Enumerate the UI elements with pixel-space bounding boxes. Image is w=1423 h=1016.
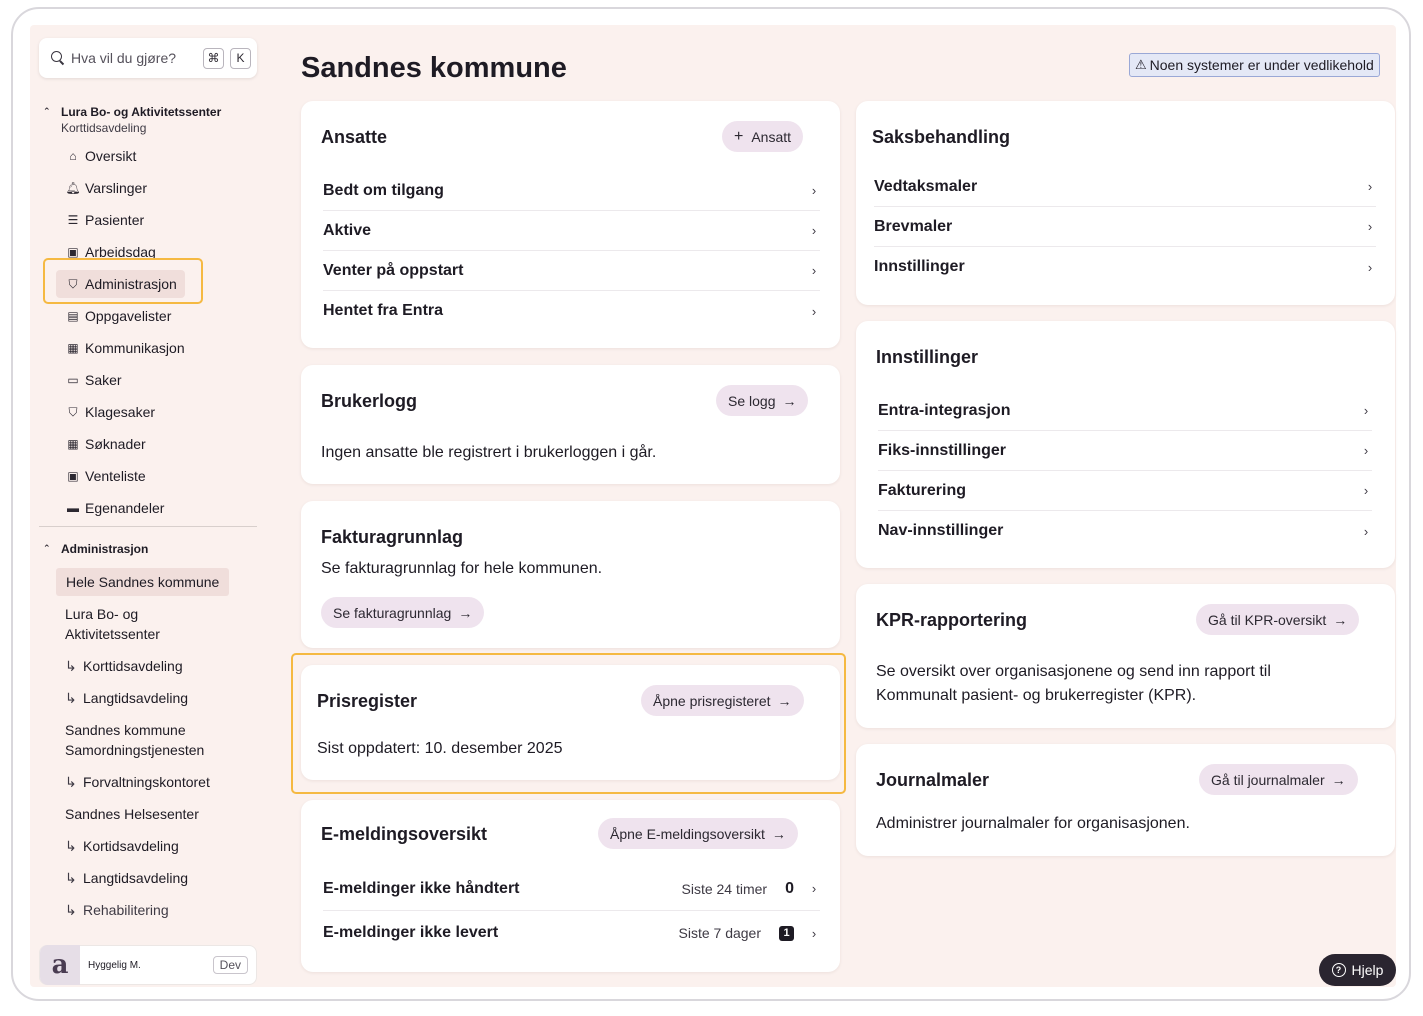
- prisregister-card: [301, 665, 840, 780]
- innstillinger-row-fakturering[interactable]: [878, 471, 1372, 511]
- org-item-label: Korttidsavdeling: [83, 658, 183, 674]
- row-count: 0: [785, 879, 794, 897]
- chevron-right-icon: ›: [1363, 523, 1369, 539]
- arrow-right-icon: →: [1331, 771, 1346, 788]
- sidebar-item-label: Venteliste: [85, 468, 146, 484]
- saksbehandling-row-vedtaksmaler[interactable]: [874, 167, 1376, 207]
- env-badge: Dev: [213, 956, 248, 974]
- se-logg-button[interactable]: [716, 385, 808, 416]
- chevron-right-icon: ›: [811, 303, 817, 319]
- sub-arrow-icon: ↳: [65, 690, 77, 706]
- kpr-text: Se oversikt over organisasjonene og send inn rapport til Kommunalt pasient- og brukerregister (KPR).: [876, 663, 1271, 704]
- search-input[interactable]: [39, 38, 257, 78]
- row-label: E-meldinger ikke levert: [323, 924, 499, 941]
- row-label: Aktive: [323, 221, 372, 239]
- badge-icon: ▣: [67, 245, 79, 259]
- apne-prisregister-label: Åpne prisregisteret: [653, 692, 771, 709]
- sidebar-item-label: Oppgavelister: [85, 308, 172, 324]
- org-item-label: Kortidsavdeling: [83, 838, 179, 854]
- emelding-card: [301, 800, 840, 972]
- home-icon: ⌂: [69, 149, 77, 163]
- unit-group-toggle[interactable]: [43, 105, 221, 119]
- arrow-right-icon: →: [1333, 611, 1348, 628]
- folder-icon: ▭: [67, 373, 79, 387]
- org-item-korttidsavdeling[interactable]: [65, 656, 183, 676]
- fakturagrunnlag-card: [301, 501, 840, 648]
- ansatte-title: Ansatte: [321, 127, 388, 147]
- chevron-right-icon: ›: [811, 183, 817, 198]
- sub-arrow-icon: ↳: [65, 902, 77, 918]
- shortcut-k-key: K: [230, 48, 251, 69]
- shield-icon: ⛉: [68, 404, 78, 419]
- maintenance-text: Noen systemer er under vedlikehold: [1149, 57, 1374, 73]
- emelding-row-ikke-handtert[interactable]: [323, 867, 820, 911]
- emelding-title: E-meldingsoversikt: [321, 824, 488, 844]
- brukerlogg-text: Ingen ansatte ble registrert i brukerloggen i går.: [321, 444, 657, 461]
- app-window: [11, 7, 1411, 1001]
- prisregister-title: Prisregister: [317, 691, 418, 711]
- add-ansatt-button[interactable]: [722, 121, 803, 152]
- kpr-oversikt-label: Gå til KPR-oversikt: [1208, 611, 1327, 628]
- sub-arrow-icon: ↳: [65, 838, 77, 854]
- badge-icon: ▣: [67, 469, 79, 483]
- kpr-card: [856, 584, 1395, 728]
- admin-group-title: Administrasjon: [61, 542, 149, 556]
- row-count-badge: 1: [779, 926, 794, 941]
- sidebar-item-klagesaker[interactable]: [66, 398, 155, 426]
- chevron-up-icon: ⌃: [43, 543, 51, 553]
- org-item-hele-sandnes[interactable]: Hele Sandnes kommune: [56, 568, 229, 596]
- row-label: Venter på oppstart: [323, 261, 464, 279]
- row-label: Nav-innstillinger: [878, 522, 1004, 539]
- sidebar-item-oppgavelister[interactable]: [66, 302, 171, 330]
- ansatte-row-venter[interactable]: [323, 251, 820, 291]
- org-item-label: Langtidsavdeling: [83, 870, 189, 886]
- fakturagrunnlag-title: Fakturagrunnlag: [321, 527, 464, 547]
- row-label: Brevmaler: [874, 217, 953, 235]
- sidebar-item-oversikt[interactable]: [66, 142, 136, 170]
- sub-arrow-icon: ↳: [65, 658, 77, 674]
- org-item-label: Langtidsavdeling: [83, 690, 189, 706]
- sidebar-item-administrasjon[interactable]: [56, 270, 185, 298]
- saksbehandling-row-brevmaler[interactable]: [874, 207, 1376, 247]
- chevron-right-icon: ›: [811, 881, 817, 896]
- sidebar-item-label: Varslinger: [85, 180, 147, 196]
- chevron-right-icon: ›: [811, 925, 817, 941]
- brukerlogg-card: [301, 365, 840, 484]
- chevron-right-icon: ›: [811, 223, 817, 238]
- arrow-right-icon: →: [777, 692, 792, 709]
- row-period: Siste 24 timer: [681, 880, 768, 897]
- bell-icon: 🔔︎: [65, 181, 81, 195]
- innstillinger-row-fiks[interactable]: [878, 431, 1372, 471]
- sidebar-item-label: Administrasjon: [85, 276, 177, 292]
- help-label: Hjelp: [1351, 962, 1384, 978]
- innstillinger-row-nav[interactable]: [878, 511, 1372, 551]
- kpr-oversikt-button[interactable]: [1196, 604, 1359, 635]
- sidebar-item-pasienter[interactable]: [66, 206, 144, 234]
- saksbehandling-card: [856, 101, 1395, 305]
- org-item-label: Forvaltningskontoret: [83, 774, 210, 790]
- sidebar-item-label: Klagesaker: [85, 404, 156, 420]
- sidebar-item-soknader[interactable]: [66, 430, 146, 458]
- apne-prisregister-button[interactable]: [641, 685, 804, 716]
- apne-emelding-label: Åpne E-meldingsoversikt: [610, 825, 765, 842]
- sidebar-item-label: Oversikt: [85, 148, 137, 164]
- arrow-right-icon: →: [782, 392, 797, 409]
- row-label: Innstillinger: [874, 258, 965, 275]
- sidebar-item-label: Saker: [85, 372, 122, 388]
- add-ansatt-label: Ansatt: [751, 128, 792, 145]
- journalmaler-label: Gå til journalmaler: [1211, 771, 1325, 788]
- row-label: Vedtaksmaler: [874, 177, 978, 195]
- chevron-right-icon: ›: [1367, 259, 1373, 275]
- avatar: a: [40, 945, 80, 985]
- sidebar-item-label: Arbeidsdag: [85, 244, 156, 260]
- shield-icon: ⛉: [68, 276, 78, 291]
- chevron-up-icon: ⌃: [43, 106, 51, 116]
- chevron-right-icon: ›: [1367, 219, 1373, 234]
- admin-group-toggle[interactable]: [43, 542, 148, 556]
- chevron-right-icon: ›: [1363, 443, 1369, 458]
- row-label: Bedt om tilgang: [323, 181, 444, 199]
- prisregister-text: Sist oppdatert: 10. desember 2025: [317, 740, 563, 757]
- search-placeholder: Hva vil du gjøre?: [71, 50, 177, 66]
- user-name: Hyggelig M.: [88, 959, 141, 971]
- row-label: Entra-integrasjon: [878, 401, 1011, 419]
- arrow-right-icon: →: [771, 825, 786, 842]
- chevron-right-icon: ›: [1363, 483, 1369, 498]
- app-surface: [30, 25, 1396, 987]
- sidebar-item-label: Kommunikasjon: [85, 340, 185, 356]
- org-item-label: Rehabilitering: [83, 902, 169, 918]
- ansatte-card: [301, 101, 840, 348]
- emelding-row-ikke-levert[interactable]: [323, 911, 820, 955]
- row-label: E-meldinger ikke håndtert: [323, 879, 520, 897]
- sidebar-item-kommunikasjon[interactable]: [66, 334, 185, 362]
- org-item-forvaltningskontoret[interactable]: [65, 772, 210, 792]
- brukerlogg-title: Brukerlogg: [321, 391, 418, 411]
- ansatte-row-entra[interactable]: [323, 291, 820, 331]
- journalmaler-title: Journalmaler: [876, 770, 990, 790]
- sidebar-divider: [39, 526, 257, 527]
- row-period: Siste 7 dager: [678, 925, 761, 941]
- org-item-langtidsavdeling-2[interactable]: [65, 868, 188, 888]
- row-label: Fakturering: [878, 481, 967, 499]
- sidebar-item-label: Pasienter: [85, 212, 145, 228]
- user-menu[interactable]: [39, 945, 257, 985]
- message-icon: ▦: [67, 341, 79, 355]
- list-icon: ☰: [67, 213, 79, 227]
- se-fakturagrunnlag-label: Se fakturagrunnlag: [333, 604, 452, 621]
- page-title: Sandnes kommune: [301, 52, 567, 84]
- journalmaler-text: Administrer journalmaler for organisasjonen.: [876, 815, 1190, 832]
- sub-arrow-icon: ↳: [65, 774, 77, 790]
- kpr-title: KPR-rapportering: [876, 610, 1028, 630]
- se-fakturagrunnlag-button[interactable]: [321, 597, 484, 628]
- fakturagrunnlag-text: Se fakturagrunnlag for hele kommunen.: [321, 560, 603, 577]
- sidebar-item-varslinger[interactable]: [66, 174, 147, 202]
- help-icon: ?: [1332, 963, 1346, 977]
- chevron-right-icon: ›: [811, 263, 817, 278]
- journalmaler-card: [856, 744, 1395, 856]
- shortcut-cmd-key: ⌘: [203, 48, 224, 69]
- clipboard-icon: ▤: [67, 309, 79, 323]
- ansatte-row-bedt-om-tilgang[interactable]: [323, 171, 820, 211]
- plus-icon: +: [734, 127, 744, 145]
- saksbehandling-title: Saksbehandling: [872, 127, 1011, 147]
- sidebar-item-label: Søknader: [85, 436, 146, 452]
- chevron-right-icon: ›: [1363, 403, 1369, 418]
- org-item-kortidsavdeling[interactable]: [65, 836, 179, 856]
- unit-subtitle: Korttidsavdeling: [61, 121, 147, 135]
- sub-arrow-icon: ↳: [65, 870, 77, 886]
- org-item-langtidsavdeling[interactable]: [65, 688, 188, 708]
- sidebar-item-egenandeler[interactable]: [66, 494, 164, 522]
- org-item-rehabilitering[interactable]: [65, 900, 169, 920]
- maintenance-icon: ⚠: [1135, 57, 1147, 72]
- arrow-right-icon: →: [458, 604, 473, 621]
- innstillinger-row-entra[interactable]: [878, 391, 1372, 431]
- apne-emelding-button[interactable]: [598, 818, 798, 849]
- innstillinger-title: Innstillinger: [876, 347, 979, 367]
- se-logg-label: Se logg: [728, 392, 776, 409]
- row-label: Hentet fra Entra: [323, 302, 444, 319]
- sidebar-item-venteliste[interactable]: [66, 462, 146, 490]
- card-icon: ▬: [67, 501, 79, 515]
- journalmaler-button[interactable]: [1199, 764, 1358, 795]
- org-item-lura[interactable]: Lura Bo- og Aktivitetssenter: [65, 606, 160, 642]
- row-label: Fiks-innstillinger: [878, 441, 1007, 459]
- chevron-right-icon: ›: [1367, 179, 1373, 194]
- ansatte-row-aktive[interactable]: [323, 211, 820, 251]
- maintenance-badge[interactable]: [1129, 53, 1380, 77]
- unit-title: Lura Bo- og Aktivitetssenter: [61, 105, 222, 119]
- sidebar-item-label: Egenandeler: [85, 500, 165, 516]
- search-icon: [51, 51, 65, 65]
- help-button[interactable]: [1319, 954, 1396, 986]
- org-item-sandnes-helsesenter[interactable]: Sandnes Helsesenter: [65, 806, 199, 822]
- message-icon: ▦: [67, 437, 79, 451]
- org-item-samordning[interactable]: Sandnes kommune Samordningstjenesten: [65, 722, 205, 758]
- saksbehandling-row-innstillinger[interactable]: [874, 247, 1376, 287]
- sidebar-item-saker[interactable]: [66, 366, 122, 394]
- innstillinger-card: [856, 321, 1395, 568]
